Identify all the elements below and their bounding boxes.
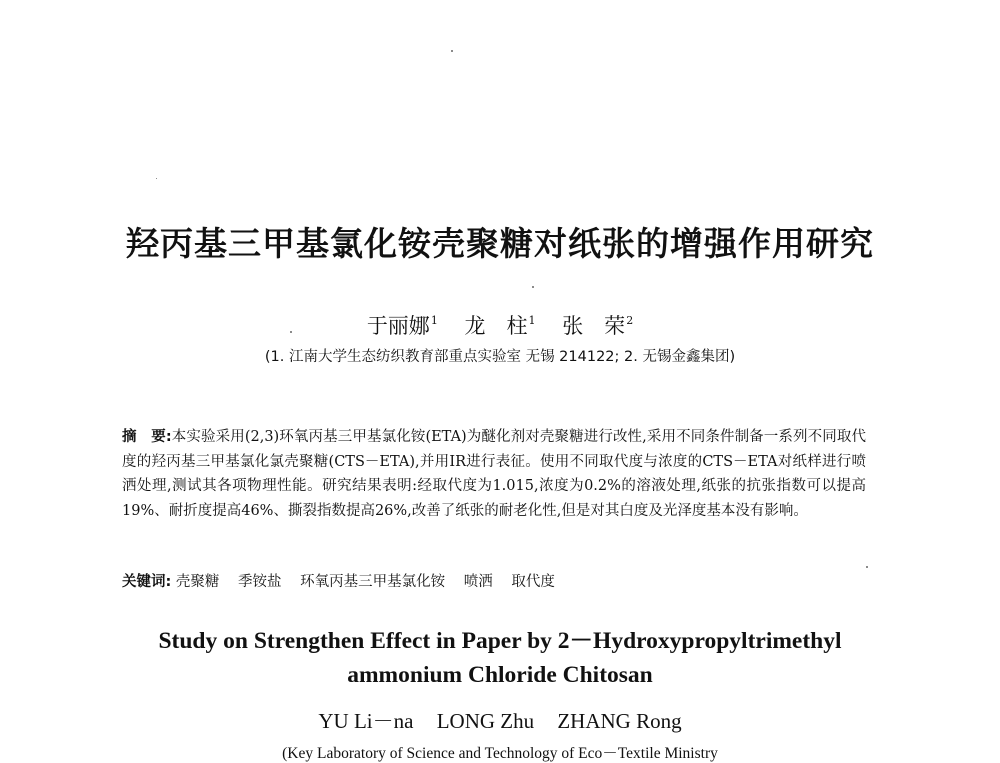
author-name: YU Li－na (318, 709, 414, 733)
author-name: LONG Zhu (436, 709, 535, 733)
author-name: 张 荣 (562, 314, 626, 338)
affiliation-marker: 1 (430, 314, 438, 327)
author-name: ZHANG Rong (557, 709, 682, 733)
affiliation-chinese: (1. 江南大学生态纺织教育部重点实验室 无锡 214122; 2. 无锡金鑫集团) (264, 349, 736, 365)
keywords-label: 关键词: (122, 574, 172, 590)
paper-title-english (0, 624, 1000, 692)
author (562, 314, 633, 338)
title-line: ammonium Chloride Chitosan (347, 662, 653, 688)
abstract-paragraph (122, 425, 866, 523)
keyword: 喷洒 (463, 574, 493, 590)
scan-speck (156, 178, 157, 179)
keywords-line (122, 570, 866, 595)
keyword: 环氧丙基三甲基氯化铵 (300, 574, 446, 590)
keyword: 壳聚糖 (175, 574, 220, 590)
scan-speck (532, 286, 534, 288)
scan-speck (866, 566, 868, 568)
author-name: 龙 柱 (464, 314, 528, 338)
paper-title-chinese: 羟丙基三甲基氯化铵壳聚糖对纸张的增强作用研究 (126, 224, 874, 263)
affiliation-marker: 2 (626, 314, 634, 327)
keyword: 取代度 (511, 574, 555, 590)
author (367, 314, 438, 338)
author-name: 于丽娜 (366, 314, 430, 338)
author-list-english (0, 705, 1000, 735)
abstract-text: 本实验采用(2,3)环氧丙基三甲基氯化铵(ETA)为醚化剂对壳聚糖进行改性,采用不同条件制备一系列不同取代度的羟丙基三甲基氯化氯壳聚糖(CTS－ETA),并用IR进行表征。使用不同取代度与浓度的CTS－ETA对纸样进行喷洒处理,测试其各项物理性能。研究结果表明:经取代度为1.015,浓度为0.2%的溶液处理,纸张的抗张指数可以提高19%、耐折度提高46%、撕裂指数提高26%,改善了纸张的耐老化性,但是对其白度及光泽度基本没有影响。 (122, 429, 866, 519)
title-line: Study on Strengthen Effect in Paper by 2－Hydroxypropyltrimethyl (158, 628, 842, 654)
keyword: 季铵盐 (238, 574, 282, 590)
affiliation-marker: 1 (528, 314, 536, 327)
abstract-label: 摘 要: (122, 429, 172, 445)
author-list-chinese (0, 310, 1000, 340)
scan-speck (451, 50, 453, 52)
author (465, 314, 536, 338)
affiliation-english: (Key Laboratory of Science and Technology of Eco－Textile Ministry (282, 745, 718, 762)
